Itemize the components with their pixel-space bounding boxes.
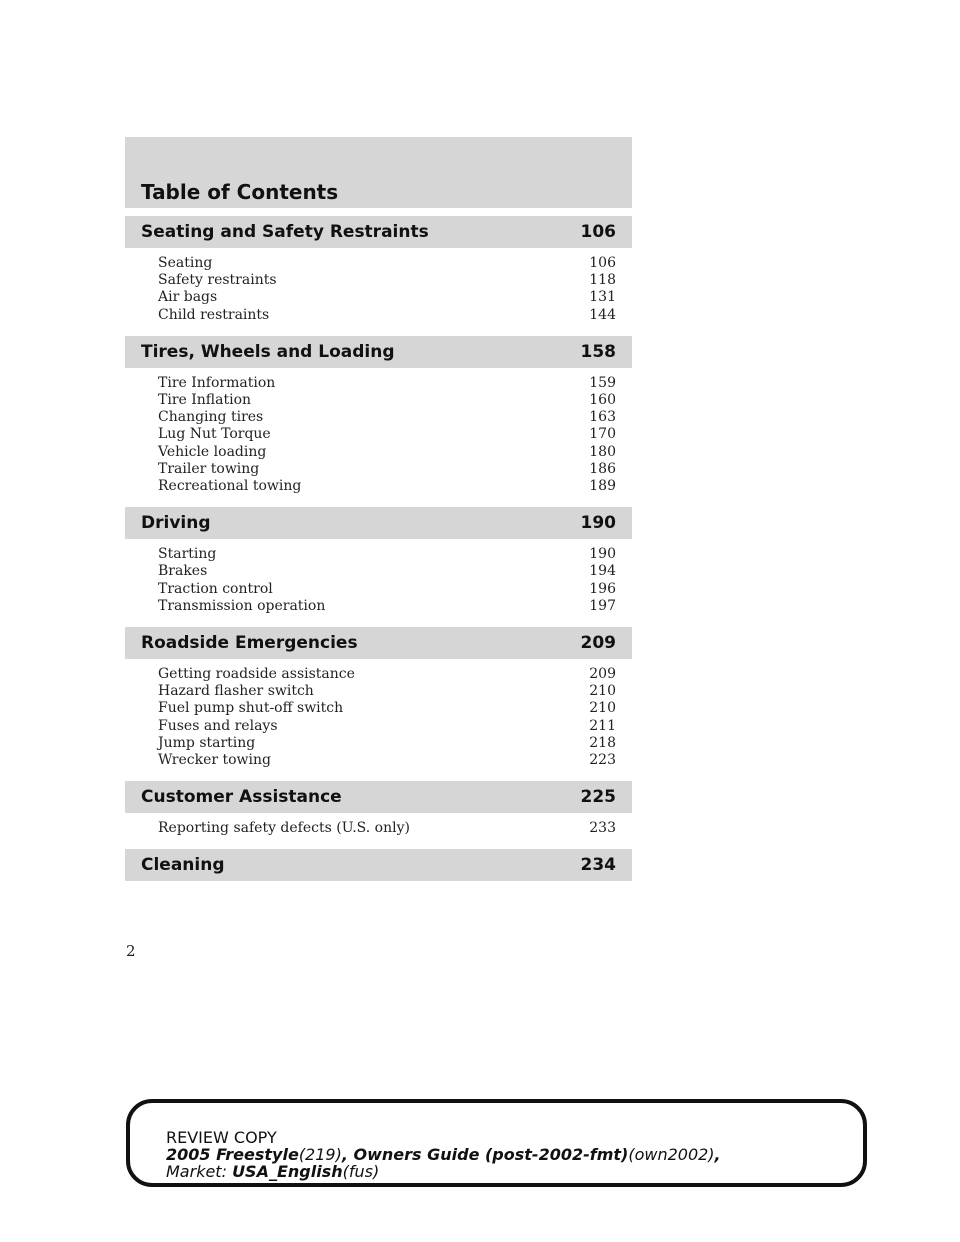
section-item-list: [125, 368, 632, 499]
guide-code: (own2002): [628, 1145, 715, 1164]
market-line: [166, 1163, 721, 1180]
entry-label: Hazard flasher switch: [158, 683, 314, 700]
entry-label: Changing tires: [158, 409, 264, 426]
entry-label: Tire Inflation: [158, 392, 252, 409]
entry-label: Fuses and relays: [158, 717, 278, 734]
toc-entry[interactable]: [158, 255, 616, 272]
section-heading[interactable]: [125, 336, 632, 368]
entry-page: 223: [589, 752, 616, 769]
market-name: USA_English: [232, 1162, 343, 1181]
toc-entry[interactable]: [158, 752, 616, 769]
toc-entry[interactable]: [158, 581, 616, 598]
entry-label: Lug Nut Torque: [158, 426, 271, 443]
entry-label: Child restraints: [158, 306, 270, 323]
model-code: (219): [298, 1145, 342, 1164]
toc-header: [125, 137, 632, 208]
review-copy-box: [126, 1099, 867, 1187]
entry-page: 159: [589, 374, 616, 391]
line-end: ,: [714, 1145, 721, 1164]
toc-entry[interactable]: [158, 426, 616, 443]
entry-page: 197: [589, 597, 616, 614]
entry-label: Transmission operation: [158, 597, 326, 614]
toc-entry[interactable]: [158, 700, 616, 717]
entry-page: 210: [589, 683, 616, 700]
entry-page: 190: [589, 546, 616, 563]
market-label: Market:: [166, 1162, 227, 1181]
entry-label: Trailer towing: [158, 460, 260, 477]
toc-section: [125, 216, 632, 328]
entry-label: Recreational towing: [158, 478, 302, 495]
entry-label: Fuel pump shut-off switch: [158, 700, 344, 717]
toc-section: [125, 336, 632, 499]
section-title: Roadside Emergencies: [141, 633, 358, 654]
review-copy-label: REVIEW COPY: [166, 1128, 277, 1147]
entry-page: 131: [589, 289, 616, 306]
entry-page: 194: [589, 563, 616, 580]
toc-entry[interactable]: [158, 461, 616, 478]
entry-page: 210: [589, 700, 616, 717]
model-name: 2005 Freestyle: [166, 1145, 299, 1164]
toc-section: [125, 781, 632, 841]
entry-label: Reporting safety defects (U.S. only): [158, 820, 410, 837]
section-title: Seating and Safety Restraints: [141, 222, 429, 242]
entry-label: Wrecker towing: [158, 752, 271, 769]
section-heading[interactable]: [125, 781, 632, 813]
entry-page: 196: [589, 580, 616, 597]
entry-label: Seating: [158, 255, 213, 271]
entry-label: Tire Information: [158, 374, 276, 391]
toc-entry[interactable]: [158, 272, 616, 289]
toc-entry[interactable]: [158, 289, 616, 306]
entry-page: 106: [589, 255, 616, 271]
section-heading[interactable]: [125, 627, 632, 659]
page-number: 2: [126, 942, 136, 960]
section-heading[interactable]: [125, 507, 632, 539]
entry-label: Air bags: [158, 289, 218, 306]
entry-page: 189: [589, 478, 616, 495]
guide-name: Owners Guide (post-2002-fmt): [353, 1145, 629, 1164]
section-title: Driving: [141, 513, 211, 534]
entry-page: 163: [589, 409, 616, 426]
section-page: 106: [580, 222, 616, 242]
section-heading[interactable]: [125, 216, 632, 248]
section-title: Cleaning: [141, 855, 225, 876]
entry-label: Getting roadside assistance: [158, 666, 355, 683]
section-item-list: [125, 539, 632, 619]
toc-entry[interactable]: [158, 409, 616, 426]
entry-label: Vehicle loading: [158, 443, 267, 460]
toc-section: [125, 849, 632, 881]
section-heading[interactable]: [125, 849, 632, 881]
toc-sections: [125, 216, 632, 881]
toc-entry[interactable]: [158, 444, 616, 461]
document-info-line: [166, 1146, 721, 1163]
entry-page: 218: [589, 734, 616, 751]
toc-entry[interactable]: [158, 563, 616, 580]
entry-label: Traction control: [158, 580, 273, 597]
section-page: 158: [580, 341, 616, 362]
entry-label: Brakes: [158, 563, 208, 580]
section-page: 209: [580, 633, 616, 654]
market-code: (fus): [342, 1162, 380, 1181]
section-page: 234: [580, 855, 616, 876]
toc-entry[interactable]: [158, 392, 616, 409]
entry-page: 233: [589, 820, 616, 837]
toc-entry[interactable]: [158, 820, 616, 837]
toc-entry[interactable]: [158, 307, 616, 324]
toc-entry[interactable]: [158, 683, 616, 700]
entry-page: 211: [589, 717, 616, 734]
section-item-list: [125, 813, 632, 841]
toc-entry[interactable]: [158, 546, 616, 563]
section-title: Customer Assistance: [141, 787, 342, 808]
entry-page: 160: [589, 392, 616, 409]
entry-label: Jump starting: [158, 734, 256, 751]
toc-entry[interactable]: [158, 718, 616, 735]
toc-section: [125, 627, 632, 773]
toc-entry[interactable]: [158, 375, 616, 392]
page-title: Table of Contents: [141, 180, 339, 204]
section-item-list: [125, 248, 632, 328]
section-page: 190: [580, 513, 616, 534]
toc-entry[interactable]: [158, 478, 616, 495]
toc-entry[interactable]: [158, 735, 616, 752]
section-title: Tires, Wheels and Loading: [141, 341, 395, 362]
entry-page: 209: [589, 666, 616, 683]
entry-label: Starting: [158, 546, 217, 563]
toc-entry[interactable]: [158, 598, 616, 615]
entry-label: Safety restraints: [158, 272, 277, 289]
entry-page: 170: [589, 426, 616, 443]
entry-page: 144: [589, 306, 616, 323]
entry-page: 118: [589, 272, 616, 289]
separator: ,: [341, 1145, 354, 1164]
section-item-list: [125, 659, 632, 773]
toc-entry[interactable]: [158, 666, 616, 683]
section-page: 225: [580, 787, 616, 808]
table-of-contents: [125, 137, 632, 881]
entry-page: 180: [589, 443, 616, 460]
entry-page: 186: [589, 460, 616, 477]
toc-section: [125, 507, 632, 619]
